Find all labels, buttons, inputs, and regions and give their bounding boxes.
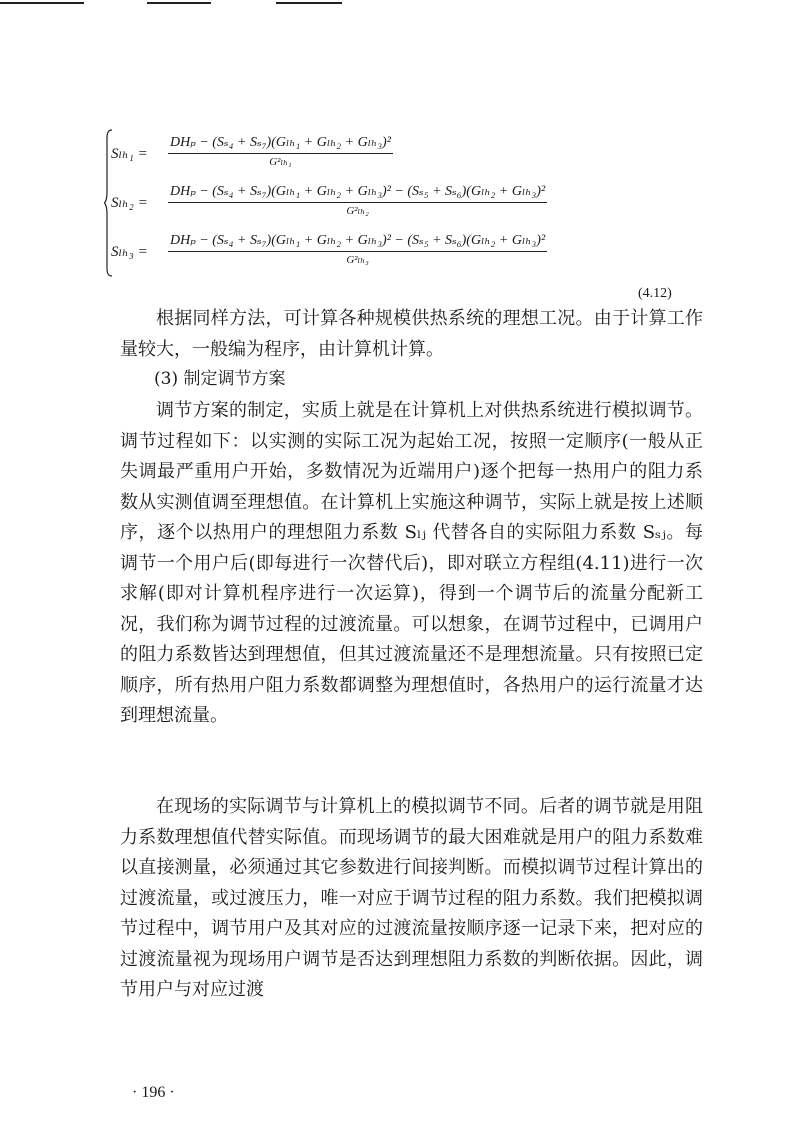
equation-denominator: G²ₗₕ₁ — [269, 156, 292, 168]
equation-lhs: Sₗₕ₂ = — [111, 195, 148, 211]
equation-system-4-12 — [103, 128, 713, 278]
top-rule-left — [0, 2, 84, 4]
equation-numerator: DHₚ − (Sₛ₄ + Sₛ₇)(Gₗₕ₁ + Gₗₕ₂ + Gₗₕ₃)² — [168, 134, 393, 154]
page-number: · 196 · — [132, 1084, 175, 1101]
equation-numerator: DHₚ − (Sₛ₄ + Sₛ₇)(Gₗₕ₁ + Gₗₕ₂ + Gₗₕ₃)² − (Sₛ₅ + Sₛ₆)(Gₗₕ₂ + Gₗₕ₃)² — [168, 232, 547, 252]
section-heading: (3) 制定调节方案 — [154, 369, 286, 389]
paragraph-ideal-conditions: 根据同样方法，可计算各种规模供热系统的理想工况。由于计算工作量较大，一般编为程序，由计算机计算。 — [120, 308, 703, 360]
equation-denominator: G²ₗₕ₂ — [346, 205, 369, 217]
equation-fraction — [168, 134, 393, 170]
top-rule-middle — [147, 2, 211, 4]
equation-row-2 — [111, 183, 711, 223]
paragraph-regulation-scheme: 调节方案的制定，实质上就是在计算机上对供热系统进行模拟调节。调节过程如下：以实测的实际工况为起始工况，按照一定顺序(一般从正失调最严重用户开始，多数情况为近端用户)逐个把每一热用户的阻力系数从实测值调至理想值。在计算机上实施这种调节，实际上就是按上述顺序，逐个以热用户的理想阻力系数 Sₗⱼ 代替各自的实际阻力系数 Sₛⱼ。每调节一个用户后(即每进行一次替代后)，即对联立方程组(4.11)进行一次求解(即对计算机程序进行一次运算)，得到一个调节后的流量分配新工况，我们称为调节过程的过渡流量。可以想象，在调节过程中，已调用户的阻力系数皆达到理想值，但其过渡流量还不是理想流量。只有按照已定顺序，所有热用户阻力系数都调整为理想值时，各热用户的运行流量才达到理想流量。 — [120, 400, 703, 726]
equation-numerator: DHₚ − (Sₛ₄ + Sₛ₇)(Gₗₕ₁ + Gₗₕ₂ + Gₗₕ₃)² − (Sₛ₅ + Sₛ₆)(Gₗₕ₂ + Gₗₕ₃)² — [168, 183, 547, 203]
equation-number: (4.12) — [638, 286, 672, 301]
equation-fraction — [168, 232, 547, 268]
top-rule-right — [276, 2, 342, 4]
equation-lhs: Sₗₕ₃ = — [111, 244, 148, 260]
equation-row-1 — [111, 134, 711, 174]
equation-fraction — [168, 183, 547, 219]
equation-lhs: Sₗₕ₁ = — [111, 146, 148, 162]
equation-row-3 — [111, 232, 711, 272]
paragraph-field-regulation: 在现场的实际调节与计算机上的模拟调节不同。后者的调节就是用阻力系数理想值代替实际值。而现场调节的最大困难就是用户的阻力系数难以直接测量，必须通过其它参数进行间接判断。而模拟调节过程计算出的过渡流量，或过渡压力，唯一对应于调节过程的阻力系数。我们把模拟调节过程中，调节用户及其对应的过渡流量按顺序逐一记录下来，把对应的过渡流量视为现场用户调节是否达到理想阻力系数的判断依据。因此，调节用户与对应过渡 — [120, 796, 703, 1000]
equation-denominator: G²ₗₕ₃ — [346, 254, 369, 266]
